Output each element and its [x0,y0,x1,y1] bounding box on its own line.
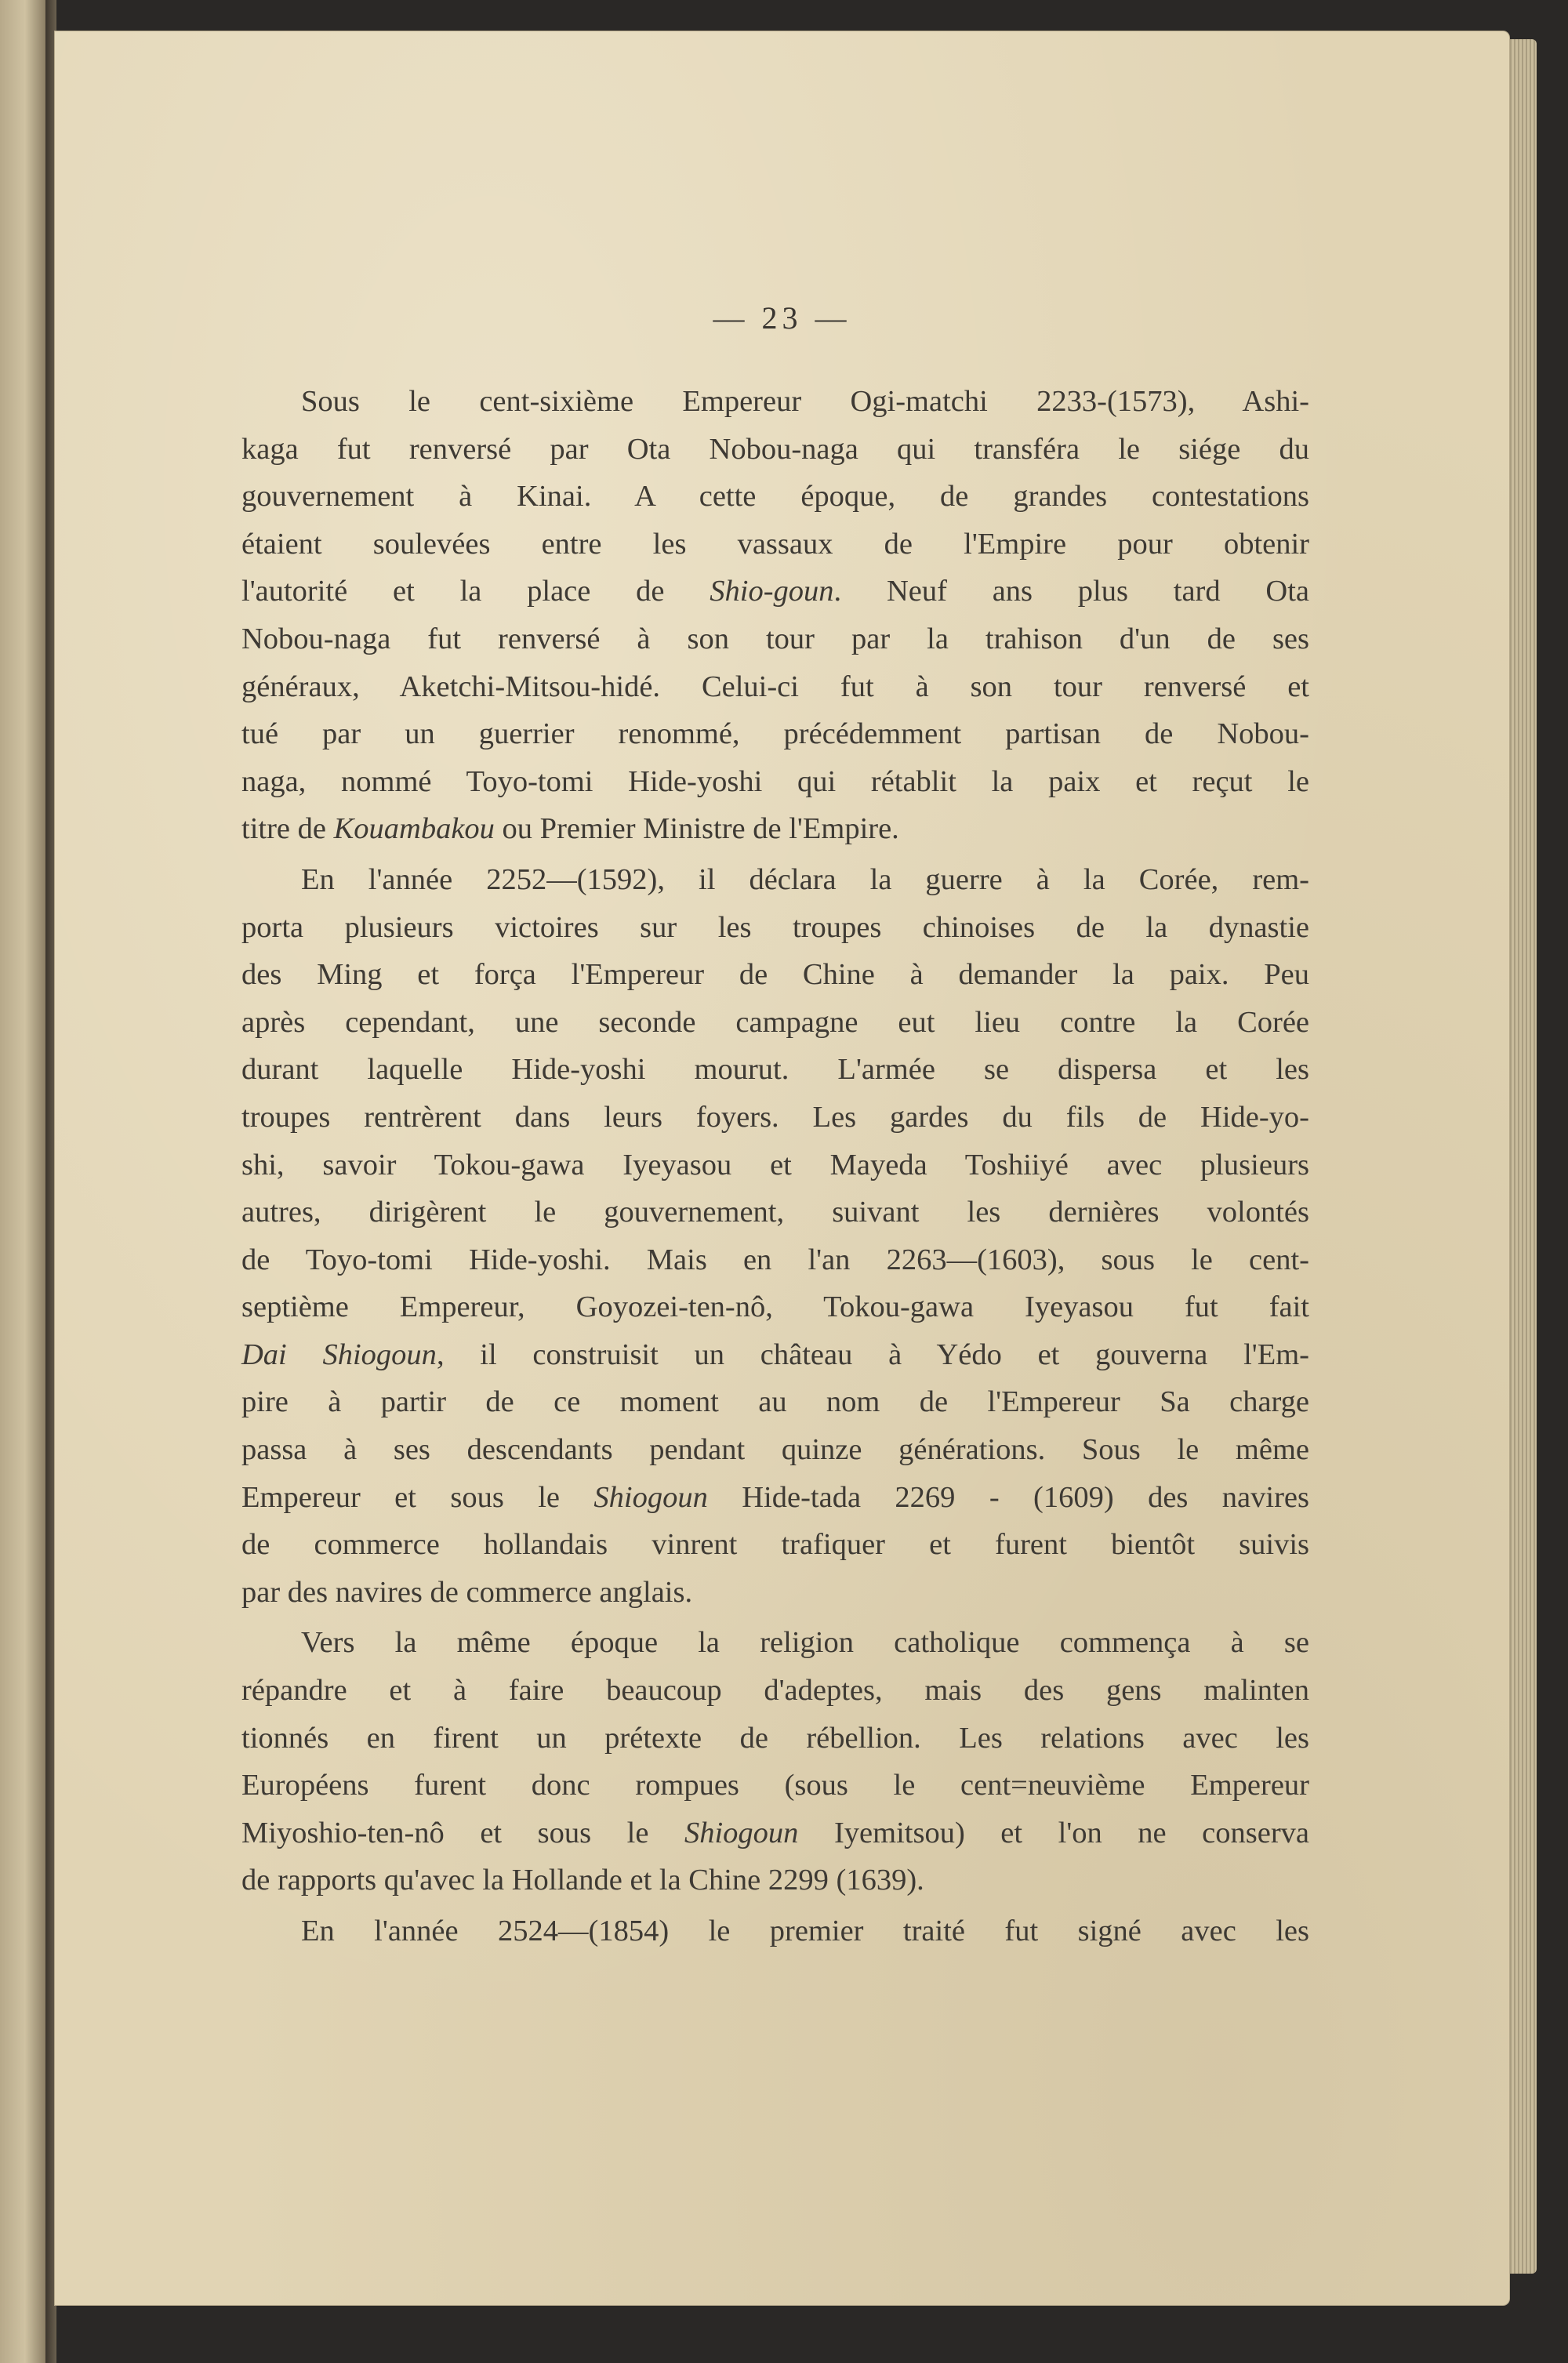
paragraph-2 [241,856,1309,1617]
text-line: par des navires de commerce anglais. [241,1575,693,1609]
paragraph-4 [241,1907,1309,1955]
text-line: Nobou-naga fut renversé à son tour par la trahison d'un de ses [241,622,1309,655]
paragraph-3 [241,1619,1309,1904]
italic-term: Kouambakou [333,812,495,846]
text-line: Sous le cent-sixième Empereur Ogi-matchi 2233-(1573), Ashi- [301,385,1309,418]
italic-term: Dai Shiogoun [241,1338,437,1371]
text-line: kaga fut renversé par Ota Nobou-naga qui transféra le siége du [241,432,1309,466]
text-line: après cependant, une seconde campagne eut lieu contre la Corée [241,1005,1309,1039]
text-line: durant laquelle Hide-yoshi mourut. L'armée se dispersa et les [241,1053,1309,1087]
text-line: des Ming et força l'Empereur de Chine à demander la paix. Peu [241,958,1309,992]
text-line: l'autorité et la place de Shio-goun. Neuf ans plus tard Ota [241,575,1309,608]
text-line: En l'année 2524—(1854) le premier traité fut signé avec les [301,1915,1309,1947]
previous-page-edge [0,0,45,2363]
italic-term: Shiogoun [593,1480,708,1514]
text-line: Européens furent donc rompues (sous le cent=neuvième Empereur [241,1769,1309,1802]
text-line: septième Empereur, Goyozei-ten-nô, Tokou-gawa Iyeyasou fut fait [241,1290,1309,1324]
text-line: autres, dirigèrent le gouvernement, suivant les dernières volontés [241,1196,1309,1229]
text-line: En l'année 2252—(1592), il déclara la guerre à la Corée, rem- [301,862,1309,896]
text-line: gouvernement à Kinai. A cette époque, de grandes contestations [241,480,1309,514]
text-line: naga, nommé Toyo-tomi Hide-yoshi qui rétablit la paix et reçut le [241,764,1309,798]
italic-term: Shiogoun [684,1816,799,1849]
text-line: Miyoshio-ten-nô et sous le Shiogoun Iyemitsou) et l'on ne conserva [241,1816,1309,1849]
text-line: porta plusieurs victoires sur les troupes chinoises de la dynastie [241,910,1309,944]
text-line: Empereur et sous le Shiogoun Hide-tada 2269 - (1609) des navires [241,1480,1309,1514]
text-line: tué par un guerrier renommé, précédemment partisan de Nobou- [241,717,1309,751]
text-line: passa à ses descendants pendant quinze générations. Sous le même [241,1433,1309,1467]
text-line: de rapports qu'avec la Hollande et la Chine 2299 (1639). [241,1864,924,1897]
page-number: — 23 — [713,300,851,336]
paragraph-1 [241,378,1309,853]
text-line: shi, savoir Tokou-gawa Iyeyasou et Mayeda Toshiiyé avec plusieurs [241,1148,1309,1182]
text-line: étaient soulevées entre les vassaux de l'Empire pour obtenir [241,527,1309,561]
book-page [55,31,1509,2305]
text-line: pire à partir de ce moment au nom de l'Empereur Sa charge [241,1385,1309,1419]
body-text [241,378,1309,1955]
text-line: de commerce hollandais vinrent trafiquer et furent bientôt suivis [241,1528,1309,1562]
text-line: Vers la même époque la religion catholique commença à se [301,1626,1309,1660]
text-line: généraux, Aketchi-Mitsou-hidé. Celui-ci fut à son tour renversé et [241,670,1309,703]
italic-term: Shio-goun [710,575,834,608]
text-line: titre de Kouambakou ou Premier Ministre de l'Empire. [241,812,899,846]
text-line: de Toyo-tomi Hide-yoshi. Mais en l'an 2263—(1603), sous le cent- [241,1243,1309,1276]
text-line: répandre et à faire beaucoup d'adeptes, mais des gens malinten [241,1674,1309,1708]
text-line: troupes rentrèrent dans leurs foyers. Les gardes du fils de Hide-yo- [241,1100,1309,1134]
text-line: tionnés en firent un prétexte de rébellion. Les relations avec les [241,1721,1309,1755]
text-line: Dai Shiogoun, il construisit un château à Yédo et gouverna l'Em- [241,1338,1309,1371]
